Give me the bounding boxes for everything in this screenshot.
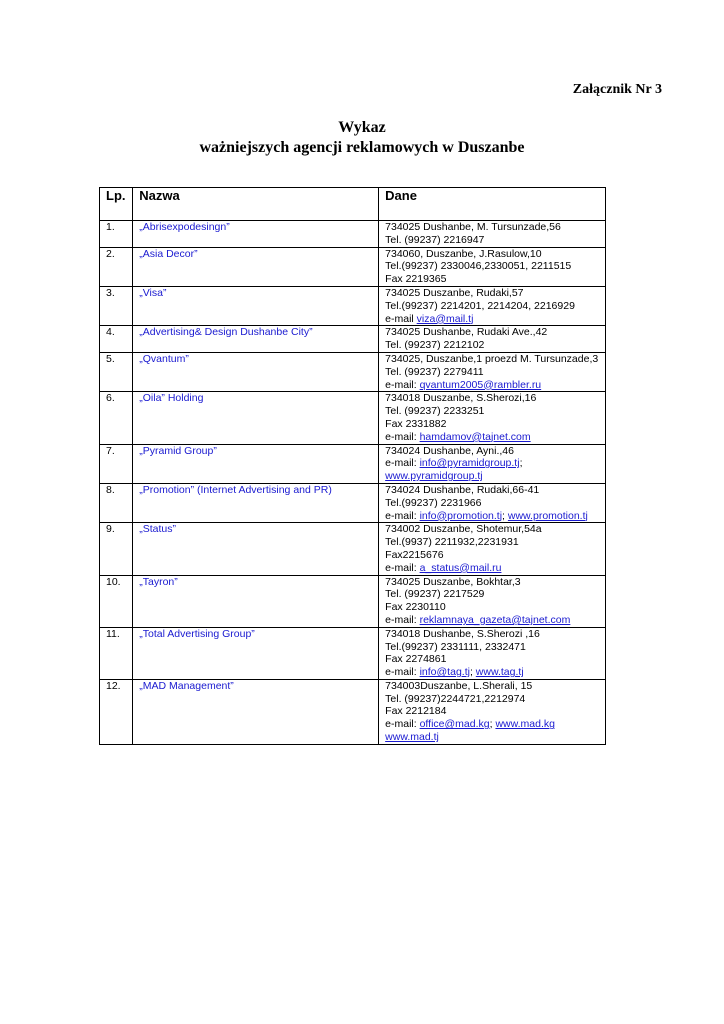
detail-text: Fax 2230110: [385, 601, 446, 614]
table-row: [100, 247, 606, 286]
detail-text: Tel.(99237) 2231966: [385, 496, 482, 509]
row-number: 1.: [100, 221, 133, 248]
detail-label: e-mail:: [385, 509, 420, 522]
table-row: [100, 523, 606, 575]
detail-label: e-mail: [385, 312, 417, 325]
table-row: [100, 352, 606, 391]
document-title: [0, 118, 724, 158]
detail-text: 734003Duszanbe, L.Sherali, 15: [385, 679, 533, 692]
detail-line: [385, 576, 600, 589]
detail-line: [385, 300, 600, 313]
detail-line: [385, 628, 600, 641]
agency-name: „Tayron”: [133, 575, 379, 627]
detail-line: [385, 287, 600, 300]
header-data: Dane: [379, 188, 606, 221]
detail-line: [385, 313, 600, 326]
row-number: 11.: [100, 627, 133, 679]
detail-label: e-mail:: [385, 430, 420, 443]
detail-link[interactable]: info@pyramidgroup.tj: [419, 457, 520, 470]
detail-line: [385, 718, 600, 731]
agency-details: [379, 352, 606, 391]
detail-text: Tel. (99237)2244721,2212974: [385, 692, 526, 705]
detail-line: [385, 562, 600, 575]
table-row: [100, 286, 606, 325]
detail-line: [385, 366, 600, 379]
agency-name: „Visa”: [133, 286, 379, 325]
detail-line: [385, 353, 600, 366]
table-row: [100, 444, 606, 483]
agency-name: „Pyramid Group”: [133, 444, 379, 483]
detail-link[interactable]: a_status@mail.ru: [419, 561, 502, 574]
table-row: [100, 679, 606, 744]
detail-text: Tel.(99237) 2214201, 2214204, 2216929: [385, 299, 575, 312]
detail-text: Tel. (99237) 2233251: [385, 405, 485, 418]
detail-line: [385, 379, 600, 392]
detail-link[interactable]: info@tag.tj: [419, 666, 470, 679]
agency-name: „MAD Management”: [133, 679, 379, 744]
detail-line: [385, 273, 600, 286]
detail-text: 734002 Duszanbe, Shotemur,54a: [385, 523, 542, 536]
detail-separator: ;: [502, 509, 508, 522]
detail-line: [385, 418, 600, 431]
detail-line: [385, 326, 600, 339]
row-number: 7.: [100, 444, 133, 483]
row-number: 5.: [100, 352, 133, 391]
row-number: 6.: [100, 392, 133, 444]
detail-line: [385, 549, 600, 562]
detail-text: Tel.(99237) 2330046,2330051, 2211515: [385, 260, 572, 273]
detail-line: [385, 431, 600, 444]
agency-name: „Advertising& Design Dushanbe City”: [133, 326, 379, 353]
annex-label: Załącznik Nr 3: [572, 82, 662, 97]
agency-name: „Promotion” (Internet Advertising and PR): [133, 483, 379, 522]
row-number: 10.: [100, 575, 133, 627]
agency-name: „Oila” Holding: [133, 392, 379, 444]
detail-line: [385, 705, 600, 718]
header-name: Nazwa: [133, 188, 379, 221]
table-header-row: [100, 188, 606, 221]
agency-details: [379, 286, 606, 325]
table-row: [100, 627, 606, 679]
detail-line: [385, 392, 600, 405]
detail-label: e-mail:: [385, 666, 420, 679]
detail-line: [385, 614, 600, 627]
detail-link[interactable]: hamdamov@tajnet.com: [419, 430, 531, 443]
table-row: [100, 392, 606, 444]
detail-separator: ;: [489, 718, 496, 731]
detail-text: 734025 Dushanbe, M. Tursunzade,56: [385, 221, 561, 233]
row-number: 9.: [100, 523, 133, 575]
agency-details: [379, 523, 606, 575]
detail-line: [385, 731, 600, 744]
agency-name: „Asia Decor”: [133, 247, 379, 286]
detail-line: [385, 405, 600, 418]
detail-text: Tel. (99237) 2212102: [385, 339, 485, 352]
detail-text: Tel.(9937) 2211932,2231931: [385, 536, 519, 549]
detail-label: e-mail:: [385, 457, 420, 470]
detail-line: [385, 588, 600, 601]
table-row: [100, 221, 606, 248]
detail-line: [385, 445, 600, 458]
agency-details: [379, 575, 606, 627]
detail-line: [385, 497, 600, 510]
row-number: 2.: [100, 247, 133, 286]
detail-label: e-mail:: [385, 561, 420, 574]
title-line-1: Wykaz: [338, 119, 386, 136]
detail-text: 734025, Duszanbe,1 proezd M. Tursunzade,3: [385, 352, 599, 365]
detail-link[interactable]: www.mad.tj: [385, 731, 439, 744]
detail-line: [385, 680, 600, 693]
detail-text: 734025 Duszanbe, Rudaki,57: [385, 286, 524, 299]
detail-link[interactable]: office@mad.kg: [419, 718, 490, 731]
detail-line: [385, 523, 600, 536]
detail-line: [385, 234, 600, 247]
detail-link[interactable]: www.mad.kg: [495, 718, 555, 731]
detail-line: [385, 653, 600, 666]
detail-link[interactable]: www.tag.tj: [475, 666, 524, 679]
detail-text: Tel. (99237) 2279411: [385, 365, 484, 378]
detail-text: 734024 Dushanbe, Rudaki,66-41: [385, 483, 540, 496]
row-number: 12.: [100, 679, 133, 744]
detail-separator: ;: [519, 457, 523, 470]
table-body: [100, 221, 606, 745]
detail-line: [385, 601, 600, 614]
detail-text: 734018 Duszanbe, S.Sherozi,16: [385, 392, 537, 405]
agency-name: „Total Advertising Group”: [133, 627, 379, 679]
detail-link[interactable]: www.pyramidgroup.tj: [385, 470, 483, 483]
detail-text: Fax2215676: [385, 548, 444, 561]
detail-line: [385, 510, 600, 523]
detail-line: [385, 339, 600, 352]
detail-line: [385, 248, 600, 261]
detail-line: [385, 221, 600, 234]
agencies-table: [99, 187, 606, 745]
agency-details: [379, 392, 606, 444]
detail-text: Fax 2331882: [385, 417, 447, 430]
detail-label: e-mail:: [385, 378, 420, 391]
detail-link[interactable]: info@promotion.tj: [419, 509, 503, 522]
agency-details: [379, 221, 606, 248]
agency-details: [379, 483, 606, 522]
row-number: 3.: [100, 286, 133, 325]
detail-link[interactable]: qvantum2005@rambler.ru: [419, 378, 542, 391]
detail-text: Fax 2219365: [385, 273, 447, 286]
detail-line: [385, 536, 600, 549]
detail-text: Tel. (99237) 2216947: [385, 233, 485, 246]
detail-text: 734018 Dushanbe, S.Sherozi ,16: [385, 627, 540, 640]
detail-text: 734024 Dushanbe, Ayni.,46: [385, 444, 514, 457]
detail-text: Fax 2212184: [385, 705, 447, 718]
table-row: [100, 575, 606, 627]
detail-link[interactable]: www.promotion.tj: [507, 509, 588, 522]
detail-line: [385, 470, 600, 483]
table-row: [100, 326, 606, 353]
detail-line: [385, 693, 600, 706]
detail-label: e-mail:: [385, 613, 420, 626]
header-lp: Lp.: [100, 188, 133, 221]
detail-text: Tel. (99237) 2217529: [385, 588, 485, 601]
detail-text: Tel.(99237) 2331111, 2332471: [385, 640, 526, 653]
detail-line: [385, 457, 600, 470]
detail-line: [385, 484, 600, 497]
detail-text: 734025 Dushanbe, Rudaki Ave.,42: [385, 326, 548, 339]
agency-name: „Abrisexpodesingn”: [133, 221, 379, 248]
detail-text: 734025 Duszanbe, Bokhtar,3: [385, 575, 521, 588]
row-number: 8.: [100, 483, 133, 522]
detail-line: [385, 666, 600, 679]
detail-text: 734060, Duszanbe, J.Rasulow,10: [385, 247, 542, 260]
detail-line: [385, 260, 600, 273]
agency-name: „Status”: [133, 523, 379, 575]
detail-separator: ;: [469, 666, 476, 679]
agency-details: [379, 679, 606, 744]
agency-details: [379, 627, 606, 679]
agency-details: [379, 444, 606, 483]
detail-line: [385, 641, 600, 654]
title-line-2: ważniejszych agencji reklamowych w Duszanbe: [199, 139, 525, 156]
agency-details: [379, 247, 606, 286]
table-row: [100, 483, 606, 522]
detail-label: e-mail:: [385, 718, 420, 731]
detail-text: Fax 2274861: [385, 653, 447, 666]
row-number: 4.: [100, 326, 133, 353]
agency-name: „Qvantum”: [133, 352, 379, 391]
detail-link[interactable]: viza@mail.tj: [416, 312, 474, 325]
detail-link[interactable]: reklamnaya_gazeta@tajnet.com: [419, 613, 571, 626]
agency-details: [379, 326, 606, 353]
